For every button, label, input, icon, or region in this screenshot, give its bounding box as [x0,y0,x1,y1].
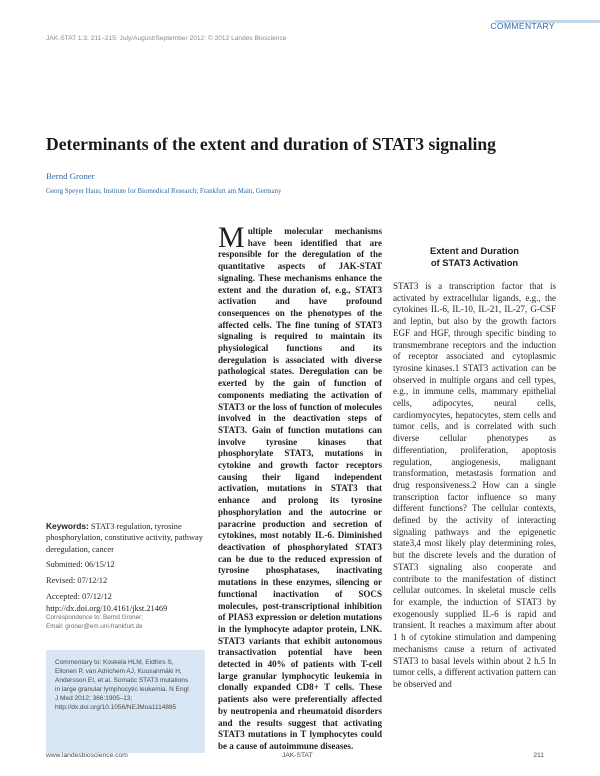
section-heading-line-1: Extent and Duration [429,245,520,256]
footer-website[interactable]: www.landesbioscience.com [46,752,128,759]
abstract-column [218,221,382,753]
keywords-list: STAT3 regulation, tyrosine phosphorylation, constitutive activity, pathway deregulation, cancer [46,522,203,554]
keywords [46,521,206,555]
running-head: JAK-STAT 1:3, 211–215; July/August/September 2012; © 2012 Landes Bioscience [46,35,287,42]
article-metadata [46,521,206,632]
correspondence-email[interactable]: Email: groner@em.uni-frankfurt.de [46,622,143,630]
revised-date: Revised: 07/12/12 [46,576,108,586]
section-label: COMMENTARY [490,21,555,31]
body-paragraph: STAT3 is a transcription factor that is activated by extracellular ligands, e.g., the cytokines IL-6, IL-10, IL-21, IL-27, G-CSF and leptin, but also by the growth factors EGF and HGF, through specific binding to transmembrane receptors and the induction of receptor associated and cytoplasmic tyrosine kinases.1 STAT3 activation can be observed in multiple organs and cell types, e.g., in immune cells, mammary epithelial cells, adipocytes, neural cells, cardiomyocytes, hepatocytes, stem cells and tumor cells, and is correlated with such diverse cellular phenotypes as differentiation, proliferation, apoptosis regulation, angiogenesis, malignant transformation, metastasis formation and drug responsiveness.2 How can a single transcription factor influence so many different functions? The cellular contexts, defined by the activity of interacting signaling pathways and the epigenetic state3,4 most likely play determining roles, but the discrete levels and the duration of STAT3 signaling also cooperate and contribute to the manifestation of distinct cellular outcomes. In skeletal muscle cells for example, the induction of STAT3 by exogenously supplied IL-6 is rapid and transient. It reaches a maximum after about 1 h of cytokine stimulation and dampening mechanisms cause a return of activated STAT3 to basal levels within about 2 h.5 In tumor cells, a different activation pattern can be observed and [393,281,556,689]
correspondence: Correspondence to: Bernd Groner; [46,613,143,621]
author-name: Bernd Groner [46,171,95,181]
doi-link[interactable]: http://dx.doi.org/10.4161/jkst.21469 [46,603,168,613]
abstract-paragraph [218,221,382,753]
page-number: 211 [533,752,544,759]
drop-cap: M [218,221,245,254]
section-heading [393,245,556,269]
author-affiliation: Georg Speyer Haus; Institute for Biomedical Research; Frankfurt am Main, Germany [46,188,282,195]
accepted-date: Accepted: 07/12/12 [46,592,112,602]
footer-journal: JAK-STAT [282,752,313,759]
abstract-text: ultiple molecular mechanisms have been identified that are responsible for the deregulation of the quantitative aspects of JAK-STAT signaling. These mechanisms enhance the extent and the duration of, e.g., STAT3 activation and have profound consequences on the phenotypes of the affected cells. The fine tuning of STAT3 signaling is required to maintain its physiological functions and its deregulation is associated with diverse pathological states. Deregulation can be exerted by the gain of function of components mediating the activation of STAT3 or the loss of function of molecules involved in the deactivation steps of STAT3. Gain of function mutations can involve tyrosine kinases that phosphorylate STAT3, mutations in cytokine and growth factor receptors causing their ligand independent activation, mutations in STAT3 that enhance and prolong its tyrosine phosphorylation and the autocrine or paracrine production and secretion of cytokines, most notably IL-6. Diminished deactivation of phosphorylated STAT3 can be due to the reduced expression of tyrosine phosphatases, inactivating mutations in these enzymes, silencing or functional inactivation of SOCS molecules, post-transcriptional inhibition of PIAS3 expression or deletion mutations in the lymphocyte adaptor protein, LNK. STAT3 variants that exhibit autonomous transactivation potential have been detected in 40% of patients with T-cell large granular lymphocytic leukemia in clonally expanded CD8+ T cells. These patients also were preferentially affected by neutropenia and rheumatoid disorders and the results suggest that activating STAT3 mutations in T lymphocytes could be a cause of autoimmune diseases. [218,226,382,751]
keywords-label: Keywords: [46,521,89,531]
article-title: Determinants of the extent and duration of STAT3 signaling [46,134,496,154]
commentary-box-text: Commentary to: Koskela HLM, Eldfors S, Ellonen P, van Adrichem AJ, Kuusanmäki H, Andersson EI, et al. Somatic STAT3 mutations in large granular lymphocytic leukemia. N Engl J Med 2012; 366:1905–13; http://dx.doi.org/10.1056/NEJMoa1114885 [55,659,189,711]
submitted-date: Submitted: 06/15/12 [46,560,115,570]
section-heading-line-2: of STAT3 Activation [430,257,519,268]
body-column [393,226,556,691]
